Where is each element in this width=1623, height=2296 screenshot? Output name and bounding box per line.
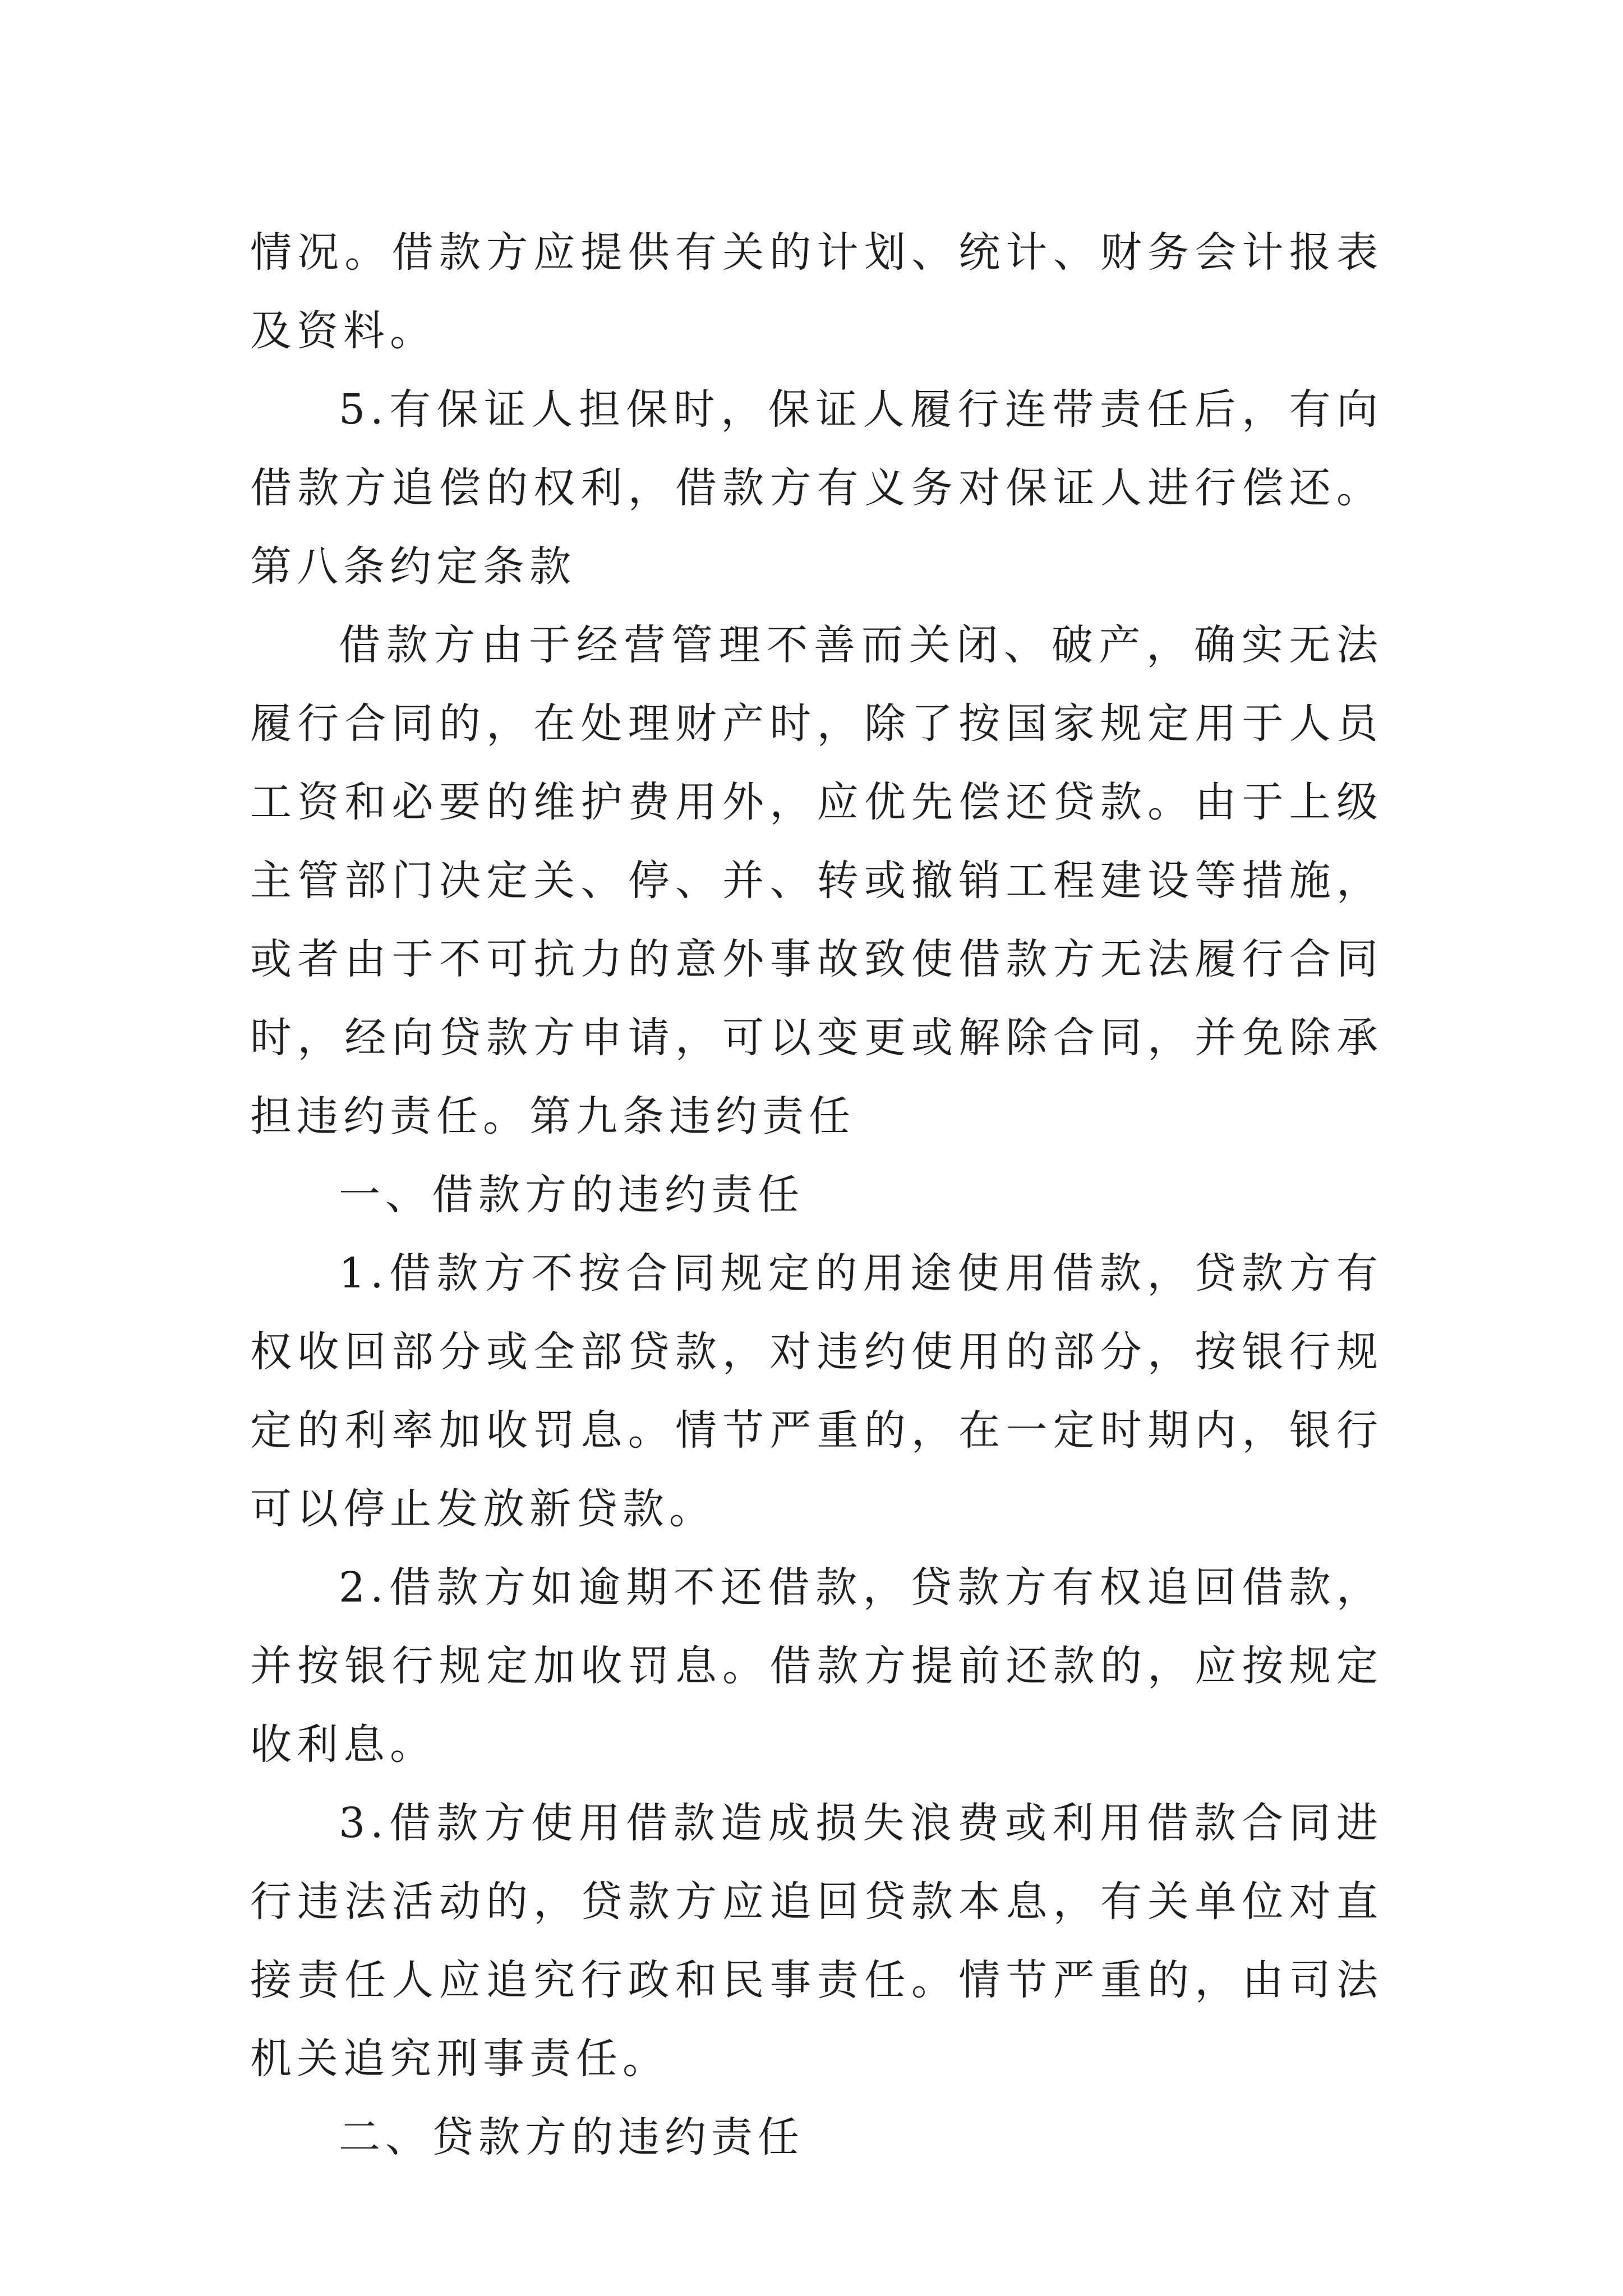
paragraph-item-3: 3.借款方使用借款造成损失浪费或利用借款合同进行违法活动的，贷款方应追回贷款本息，有关单位对直接责任人应追究行政和民事责任。情节严重的，由司法机关追究刑事责任。 xyxy=(250,1799,1383,2083)
paragraph-item-2: 2.借款方如逾期不还借款，贷款方有权追回借款，并按银行规定加收罚息。借款方提前还款的，应按规定 收利息。 xyxy=(250,1563,1383,1769)
section-heading-borrower-liability: 一、借款方的违约责任 xyxy=(339,1171,804,1219)
paragraph-continuation: 情况。借款方应提供有关的计划、统计、财务会计报表及资料。 xyxy=(250,228,1383,355)
paragraph-item-5: 5.有保证人担保时，保证人履行连带责任后，有向借款方追偿的权利，借款方有义务对保证人进行偿还。第八条约定条款 xyxy=(250,385,1383,591)
paragraph-article-8: 借款方由于经营管理不善而关闭、破产，确实无法履行合同的，在处理财产时，除了按国家规定用于人员工资和必要的维护费用外，应优先偿还贷款。由于上级主管部门决定关、停、并、转或撤销工程建设等措施，或者由于不可抗力的意外事故致使借款方无法履行合同时，经向贷款方申请，可以变更或解除合同，并免除承担违约责任。第九条违约责任 xyxy=(250,621,1383,1140)
paragraph-item-1: 1.借款方不按合同规定的用途使用借款，贷款方有权收回部分或全部贷款，对违约使用的部分，按银行规定的利率加收罚息。情节严重的，在一定时期内，银行可以停止发放新贷款。 xyxy=(250,1249,1383,1533)
document-body xyxy=(250,213,1383,2177)
section-heading-lender-liability: 二、贷款方的违约责任 xyxy=(339,2113,804,2161)
